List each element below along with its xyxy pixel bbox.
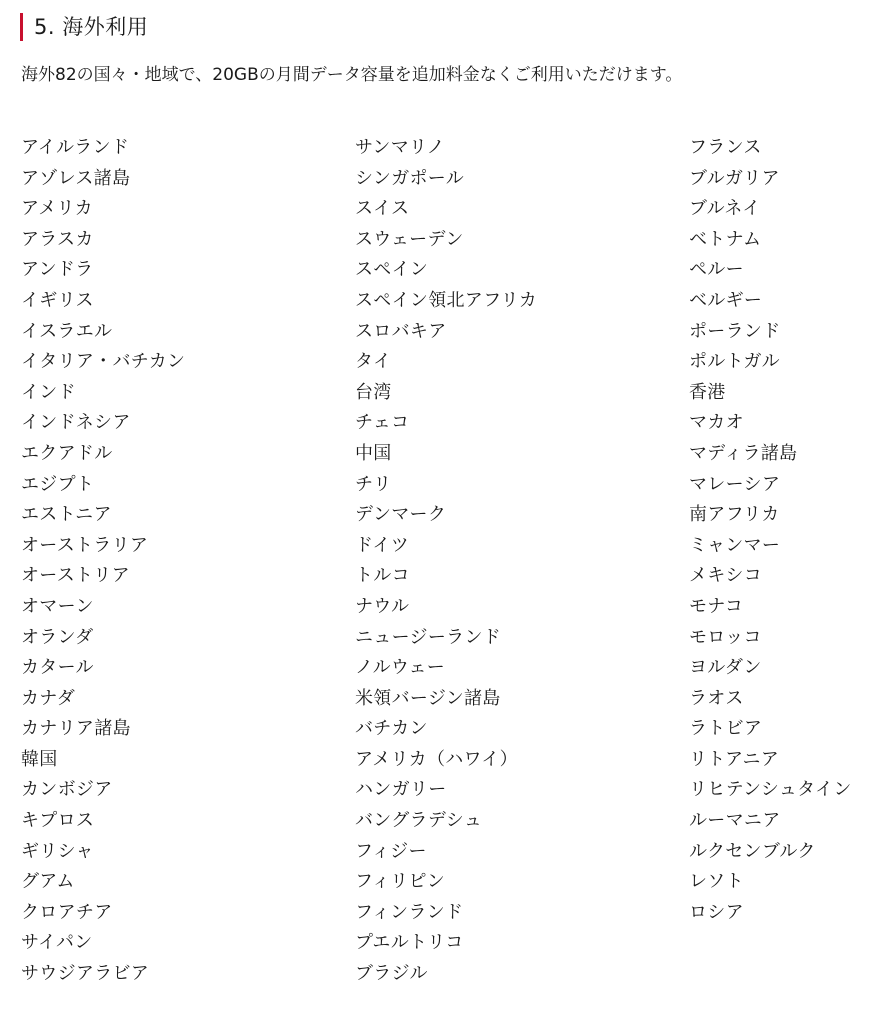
- country-item: スペイン: [355, 259, 429, 281]
- country-item: スイス: [355, 198, 410, 220]
- country-item: ポーランド: [689, 320, 781, 342]
- country-item: カナダ: [21, 687, 75, 709]
- country-item: エクアドル: [21, 442, 113, 464]
- country-item: モナコ: [689, 595, 744, 617]
- country-item: アメリカ（ハワイ）: [355, 748, 518, 770]
- country-item: シンガポール: [355, 167, 464, 189]
- country-item: ベルギー: [689, 289, 763, 311]
- country-item: エストニア: [21, 504, 112, 526]
- country-item: インドネシア: [21, 412, 131, 434]
- country-item: オーストラリア: [21, 534, 149, 556]
- country-item: ヨルダン: [689, 657, 762, 679]
- country-item: オランダ: [21, 626, 94, 648]
- country-item: レソト: [689, 871, 744, 893]
- country-item: フィンランド: [355, 901, 464, 923]
- country-item: サウジアラビア: [21, 963, 150, 985]
- country-item: アイルランド: [21, 137, 130, 158]
- country-item: ギリシャ: [21, 840, 94, 862]
- country-column-3: [689, 133, 852, 928]
- country-item: アゾレス諸島: [21, 167, 131, 189]
- country-item: バチカン: [355, 718, 428, 740]
- country-item: ミャンマー: [689, 534, 781, 556]
- country-item: カンボジア: [21, 779, 113, 801]
- country-item: ブルガリア: [689, 167, 780, 189]
- country-item: ラトビア: [689, 718, 763, 740]
- country-item: ハンガリー: [355, 779, 447, 801]
- country-item: サンマリノ: [355, 137, 445, 158]
- country-column-1: [21, 133, 185, 990]
- country-item: メキシコ: [689, 565, 763, 587]
- country-item: イタリア・バチカン: [21, 351, 186, 373]
- country-item: 米領バージン諸島: [355, 687, 501, 709]
- country-item: フィリピン: [355, 871, 446, 893]
- country-item: 南アフリカ: [689, 504, 780, 526]
- country-item: アメリカ: [21, 198, 93, 220]
- country-item: マディラ諸島: [689, 442, 798, 464]
- country-item: マレーシア: [689, 473, 781, 495]
- country-item: モロッコ: [689, 626, 762, 648]
- country-item: キプロス: [21, 810, 95, 832]
- country-item: エジプト: [21, 473, 95, 495]
- country-item: スロバキア: [355, 320, 447, 342]
- country-item: ドイツ: [355, 534, 409, 556]
- country-item: ポルトガル: [689, 351, 780, 373]
- country-item: インド: [21, 381, 76, 403]
- country-item: チェコ: [355, 412, 410, 434]
- section-heading: [20, 12, 148, 42]
- country-item: スペイン領北アフリカ: [355, 289, 538, 311]
- country-item: プエルトリコ: [355, 932, 464, 954]
- country-item: ナウル: [355, 595, 410, 617]
- country-item: バングラデシュ: [355, 810, 483, 832]
- country-item: イギリス: [21, 289, 94, 311]
- country-column-2: [355, 133, 537, 990]
- country-item: イスラエル: [21, 320, 113, 342]
- country-item: ルクセンブルク: [689, 840, 816, 862]
- country-item: カタール: [21, 657, 94, 679]
- intro-text: 海外82の国々・地域で、20GBの月間データ容量を追加料金なくご利用いただけます。: [21, 65, 683, 85]
- country-item: ブルネイ: [689, 198, 761, 220]
- country-item: 香港: [689, 381, 726, 403]
- country-item: ブラジル: [355, 963, 428, 985]
- country-item: トルコ: [355, 565, 410, 587]
- country-item: アンドラ: [21, 259, 94, 281]
- country-item: タイ: [355, 351, 392, 373]
- country-item: オーストリア: [21, 565, 130, 587]
- country-item: スウェーデン: [355, 228, 464, 250]
- country-item: ノルウェー: [355, 657, 446, 679]
- country-item: グアム: [21, 871, 75, 893]
- country-item: ラオス: [689, 687, 744, 709]
- country-item: フランス: [689, 137, 762, 158]
- country-item: カナリア諸島: [21, 718, 131, 740]
- country-item: アラスカ: [21, 228, 94, 250]
- country-item: デンマーク: [355, 504, 447, 526]
- country-item: チリ: [355, 473, 392, 495]
- country-item: 中国: [355, 442, 392, 464]
- country-item: リトアニア: [689, 748, 780, 770]
- country-item: ロシア: [689, 901, 744, 923]
- country-item: クロアチア: [21, 901, 113, 923]
- country-item: サイパン: [21, 932, 93, 954]
- heading-accent-bar: [20, 13, 23, 41]
- country-item: 台湾: [355, 381, 392, 403]
- country-item: 韓国: [21, 748, 58, 770]
- country-item: フィジー: [355, 840, 427, 862]
- section-title: 5. 海外利用: [34, 15, 149, 39]
- country-item: ルーマニア: [689, 810, 781, 832]
- country-item: ペルー: [689, 259, 744, 281]
- country-item: オマーン: [21, 595, 94, 617]
- country-item: ニュージーランド: [355, 626, 502, 648]
- country-item: マカオ: [689, 412, 744, 434]
- country-item: リヒテンシュタイン: [689, 779, 852, 801]
- country-item: ベトナム: [689, 228, 762, 250]
